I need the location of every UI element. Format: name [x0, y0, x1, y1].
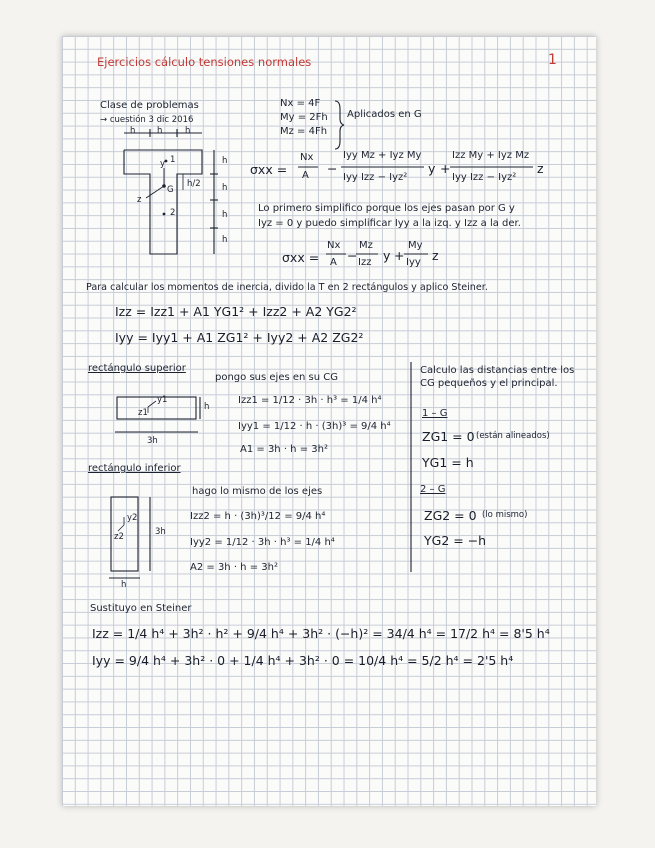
rect-inf-title: rectángulo inferior: [88, 463, 181, 474]
rect-sup-iyy: Iyy1 = 1/12 · h · (3h)³ = 9/4 h⁴: [238, 421, 391, 432]
rect-inf-izz: Izz2 = h · (3h)³/12 = 9/4 h⁴: [190, 511, 326, 522]
f3-den: Iyy Izz − Iyz²: [452, 172, 517, 183]
rect-sup-z: z1: [138, 408, 148, 418]
s3-den: Iyy: [406, 257, 421, 268]
rect-inf-y: y2: [127, 513, 138, 523]
dist-yg1: YG1 = h: [422, 455, 474, 470]
dist-zg1: ZG1 = 0: [422, 429, 475, 444]
s2-den: Izz: [358, 257, 372, 268]
f2-num: Iyy Mz + Iyz My: [343, 150, 422, 161]
rect-sup-note: pongo sus ejes en su CG: [215, 372, 338, 383]
rect-inf-area: A2 = 3h · h = 3h²: [190, 562, 278, 573]
f-y: y: [428, 161, 436, 176]
moments-intro: Para calcular los momentos de inercia, divido la T en 2 rectángulos y aplico Steiner.: [86, 282, 488, 293]
sigma-lhs: σxx =: [250, 162, 288, 177]
axis-y: y: [160, 159, 166, 169]
rect-sup-h: h: [204, 402, 210, 412]
s1-num: Nx: [327, 240, 341, 251]
dim-top-3: h: [185, 126, 191, 136]
dim-h-mid: h: [222, 183, 228, 193]
dim-h-top: h: [222, 156, 228, 166]
rect-sup-w: 3h: [147, 436, 158, 446]
rect-sup-title: rectángulo superior: [88, 363, 186, 374]
simplify-note-2: Iyz = 0 y puedo simplificar Iyy a la izq. y Izz a la der.: [258, 218, 521, 229]
dim-top-2: h: [157, 126, 163, 136]
s-y: y: [383, 248, 391, 263]
rect-sup-izz: Izz1 = 1/12 · 3h · h³ = 1/4 h⁴: [238, 395, 382, 406]
f-plus: +: [440, 161, 451, 176]
page-number: 1: [548, 52, 557, 68]
rect-inf-h: 3h: [155, 527, 166, 537]
axis-z: z: [137, 195, 142, 205]
f1-den: A: [302, 170, 309, 181]
applied-note: Aplicados en G: [347, 109, 422, 120]
dim-offset: h/2: [187, 179, 201, 189]
dist-zg2: ZG2 = 0: [424, 508, 477, 523]
rect-inf-iyy: Iyy2 = 1/12 · 3h · h³ = 1/4 h⁴: [190, 537, 335, 548]
s2-num: Mz: [359, 240, 373, 251]
dist-note-2: CG pequeños y el principal.: [420, 378, 558, 389]
f1-num: Nx: [300, 152, 314, 163]
dim-h-side: h: [222, 210, 228, 220]
rect-inf-z: z2: [114, 532, 124, 542]
f-z: z: [537, 161, 544, 176]
subst-title: Sustituyo en Steiner: [90, 603, 192, 614]
steiner-izz: Izz = Izz1 + A1 YG1² + Izz2 + A2 YG2²: [115, 304, 357, 319]
sigma2-lhs: σxx =: [282, 250, 320, 265]
rect-inf-note: hago lo mismo de los ejes: [192, 486, 323, 497]
rect-inf-w: h: [121, 580, 127, 590]
label-2: 2: [170, 208, 176, 218]
moment-my: My = 2Fh: [280, 112, 328, 123]
s-z: z: [432, 248, 439, 263]
f3-num: Izz My + Iyz Mz: [452, 150, 530, 161]
simplify-note-1: Lo primero simplifico porque los ejes pasan por G y: [258, 203, 515, 214]
rect-sup-y: y1: [157, 395, 168, 405]
s-minus: −: [347, 248, 358, 263]
s1-den: A: [330, 257, 337, 268]
moment-mz: Mz = 4Fh: [280, 126, 328, 137]
page-title: Ejercicios cálculo tensiones normales: [97, 55, 312, 69]
problem-label: Clase de problemas: [100, 100, 199, 111]
subst-izz: Izz = 1/4 h⁴ + 3h² · h² + 9/4 h⁴ + 3h² · (−h)² = 34/4 h⁴ = 17/2 h⁴ = 8'5 h⁴: [92, 626, 550, 641]
s3-num: My: [408, 240, 423, 251]
dist-yg2: YG2 = −h: [424, 533, 487, 548]
dim-top-1: h: [130, 126, 136, 136]
problem-source: → cuestión 3 dic 2016: [100, 115, 194, 125]
s-plus: +: [394, 248, 405, 263]
subst-iyy: Iyy = 9/4 h⁴ + 3h² · 0 + 1/4 h⁴ + 3h² · 0 = 10/4 h⁴ = 5/2 h⁴ = 2'5 h⁴: [92, 653, 514, 668]
steiner-iyy: Iyy = Iyy1 + A1 ZG1² + Iyy2 + A2 ZG2²: [115, 330, 364, 345]
label-g: G: [167, 185, 174, 195]
rect-sup-area: A1 = 3h · h = 3h²: [240, 444, 328, 455]
dist-note-1: Calculo las distancias entre los: [420, 365, 575, 376]
dist-g1-label: 1 – G: [422, 408, 448, 419]
dim-h-bot: h: [222, 235, 228, 245]
label-1: 1: [170, 155, 176, 165]
f-minus: −: [327, 161, 338, 176]
dist-zg1-note: (están alineados): [476, 431, 550, 441]
dist-g2-label: 2 – G: [420, 484, 446, 495]
dist-zg2-note: (lo mismo): [482, 510, 528, 520]
force-nx: Nx = 4F: [280, 98, 321, 109]
f2-den: Iyy Izz − Iyz²: [343, 172, 408, 183]
